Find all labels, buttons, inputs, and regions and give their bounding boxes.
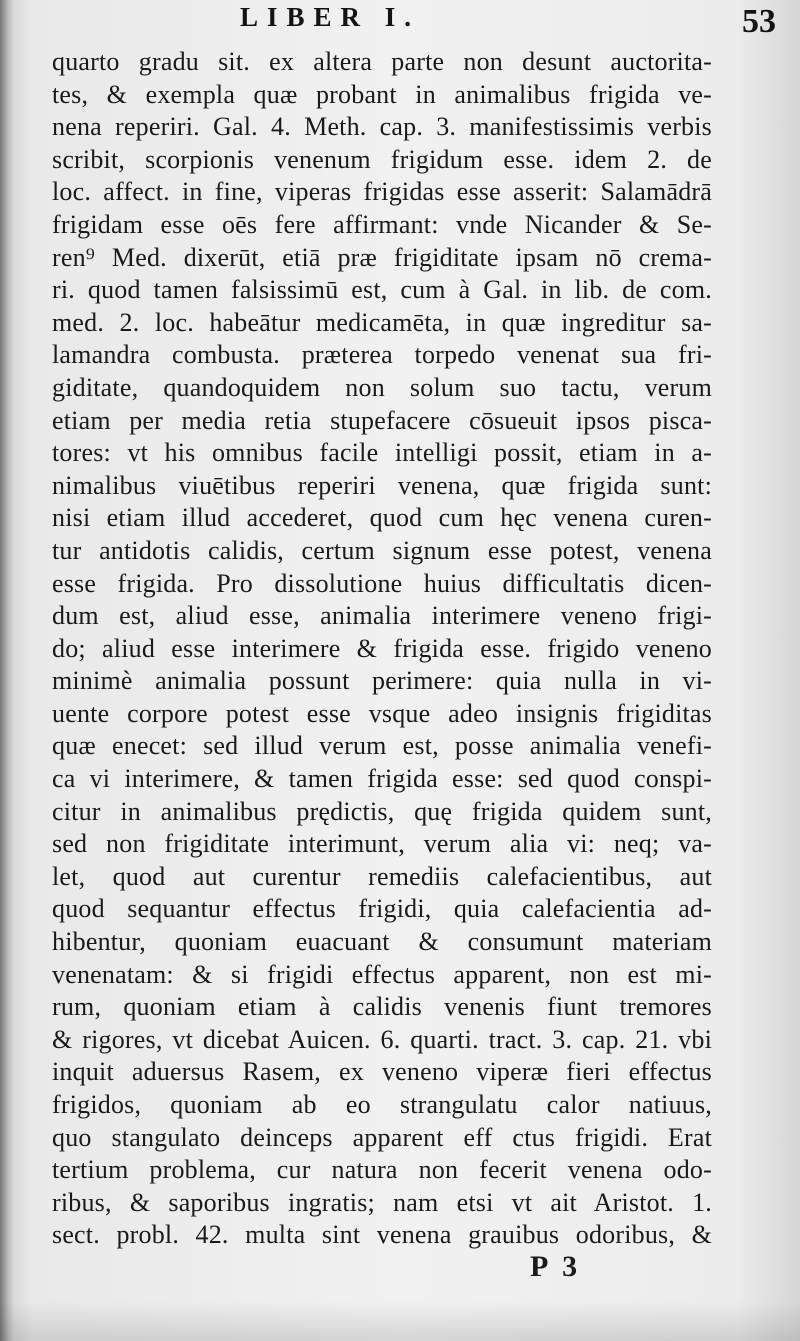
text-line: tores: vt his omnibus facile intelligi possit, etiam in a- bbox=[52, 438, 712, 468]
text-line: quod sequantur effectus frigidi, quia calefacientia ad- bbox=[52, 894, 712, 924]
text-line: giditate, quandoquidem non solum suo tactu, verum bbox=[52, 372, 712, 402]
text-line: frigidam esse oēs fere affirmant: vnde Nicander & Se- bbox=[52, 209, 712, 239]
text-line: let, quod aut curentur remediis calefacientibus, aut bbox=[52, 861, 712, 891]
text-line: hibentur, quoniam euacuant & consumunt materiam bbox=[52, 927, 712, 957]
text-line: quo stangulato deinceps apparent eff ctus frigidi. Erat bbox=[52, 1122, 712, 1152]
text-line: med. 2. loc. habeātur medicamēta, in quæ ingreditur sa- bbox=[52, 307, 712, 337]
text-line: inquit aduersus Rasem, ex veneno viperæ fieri effectus bbox=[52, 1057, 712, 1087]
text-line: etiam per media retia stupefacere cōsueuit ipsos pisca- bbox=[52, 405, 712, 435]
text-line: scribit, scorpionis venenum frigidum esse. idem 2. de bbox=[52, 144, 712, 174]
text-line: ren⁹ Med. dixerūt, etiā præ frigiditate ipsam nō crema- bbox=[52, 242, 712, 272]
text-line: & rigores, vt dicebat Auicen. 6. quarti. tract. 3. cap. 21. vbi bbox=[52, 1024, 712, 1054]
text-line: esse frigida. Pro dissolutione huius difficultatis dicen- bbox=[52, 568, 712, 598]
running-head: LIBER I. bbox=[240, 2, 421, 32]
text-line: tertium problema, cur natura non fecerit venena odo- bbox=[52, 1155, 712, 1185]
text-line: tes, & exempla quæ probant in animalibus frigida ve- bbox=[52, 79, 712, 109]
text-line: ri. quod tamen falsissimū est, cum à Gal. in lib. de com. bbox=[52, 275, 712, 305]
text-line: do; aliud esse interimere & frigida esse. frigido veneno bbox=[52, 633, 712, 663]
text-line: ca vi interimere, & tamen frigida esse: sed quod conspi- bbox=[52, 764, 712, 794]
text-line: dum est, aliud esse, animalia interimere veneno frigi- bbox=[52, 601, 712, 631]
text-line: sect. probl. 42. multa sint venena grauibus odoribus, & bbox=[52, 1220, 712, 1250]
page-gutter-shadow bbox=[0, 0, 14, 1341]
text-line: frigidos, quoniam ab eo strangulatu calor natiuus, bbox=[52, 1090, 712, 1119]
page-number: 53 bbox=[742, 3, 776, 40]
text-line: nena reperiri. Gal. 4. Meth. cap. 3. manifestissimis verbis bbox=[52, 112, 712, 142]
text-line: minimè animalia possunt perimere: quia nulla in vi- bbox=[52, 666, 712, 696]
text-line: tur antidotis calidis, certum signum esse potest, venena bbox=[52, 535, 712, 565]
text-line: ribus, & saporibus ingratis; nam etsi vt ait Aristot. 1. bbox=[52, 1187, 712, 1217]
text-line: uente corpore potest esse vsque adeo insignis frigiditas bbox=[52, 698, 712, 728]
text-line: quæ enecet: sed illud verum est, posse animalia venefi- bbox=[52, 731, 712, 761]
text-line: citur in animalibus prędictis, quę frigida quidem sunt, bbox=[52, 796, 712, 826]
text-line: venenatam: & si frigidi effectus apparent, non est mi- bbox=[52, 959, 712, 989]
text-line: sed non frigiditate interimunt, verum alia vi: neq; va- bbox=[52, 829, 712, 859]
text-line: lamandra combusta. præterea torpedo venenat sua fri- bbox=[52, 340, 712, 370]
text-line: nimalibus viuētibus reperiri venena, quæ frigida sunt: bbox=[52, 470, 712, 500]
body-text bbox=[52, 46, 712, 1252]
page-bottom-shadow bbox=[0, 1301, 800, 1341]
signature-mark: P 3 bbox=[530, 1250, 582, 1283]
text-line: loc. affect. in fine, viperas frigidas esse asserit: Salamādrā bbox=[52, 177, 712, 207]
text-line: nisi etiam illud accederet, quod cum hęc venena curen- bbox=[52, 503, 712, 533]
text-line: quarto gradu sit. ex altera parte non desunt auctorita- bbox=[52, 47, 712, 76]
text-line: rum, quoniam etiam à calidis venenis fiunt tremores bbox=[52, 992, 712, 1022]
